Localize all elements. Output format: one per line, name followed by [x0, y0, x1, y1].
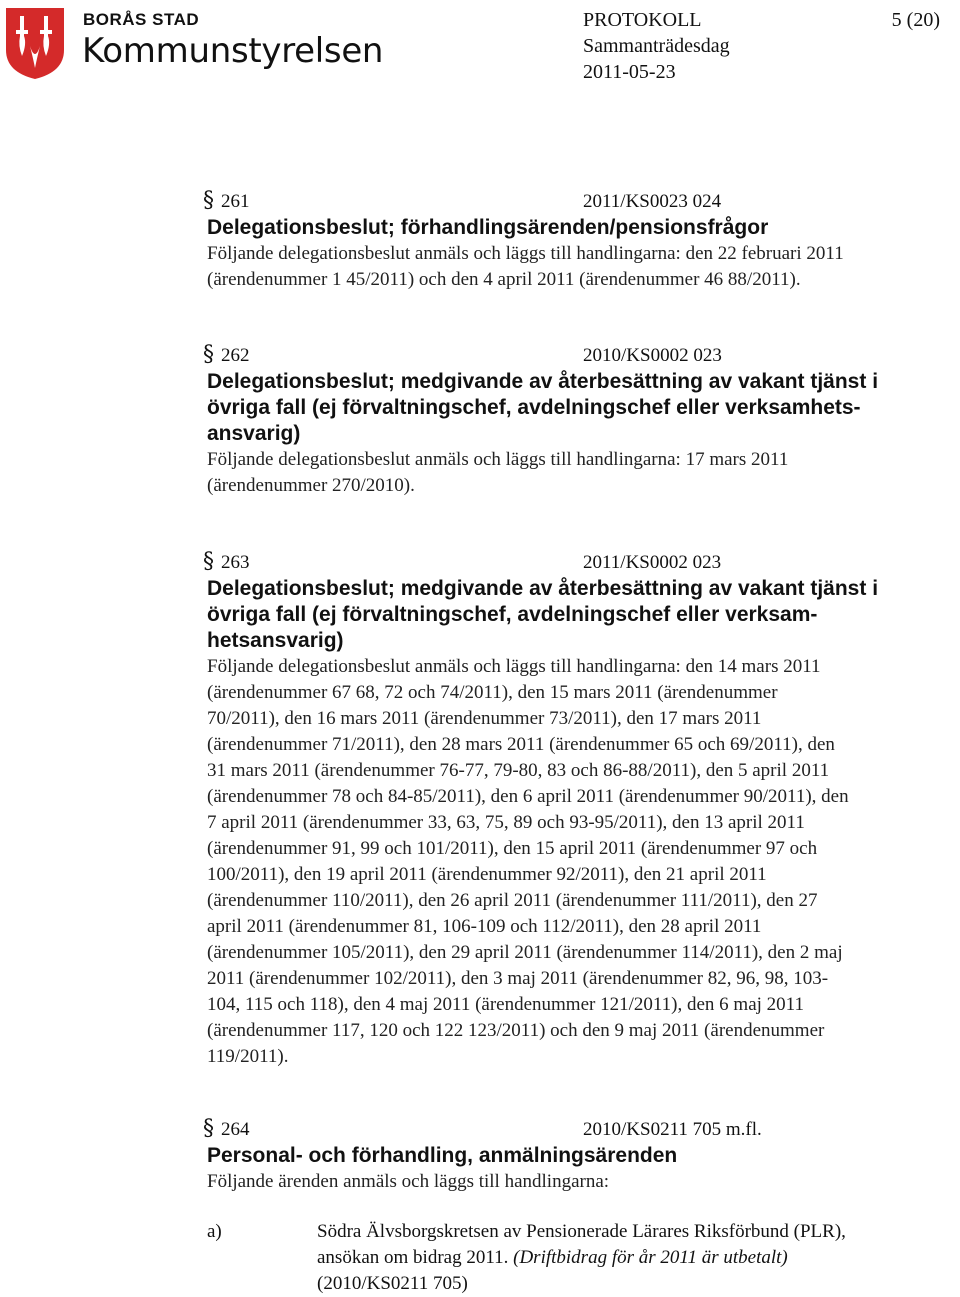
- title-line: Delegationsbeslut; medgivande av återbesättning av vakant tjänst i: [207, 370, 879, 393]
- section-264: [203, 1116, 959, 1195]
- section-body: [207, 447, 959, 499]
- kommunstyrelsen-logo: [4, 4, 384, 80]
- section-title: [207, 215, 959, 241]
- list-line-text: ansökan om bidrag 2011.: [317, 1247, 514, 1268]
- body-line: april 2011 (ärendenummer 81, 106-109 och 112/2011), den 28 april 2011: [207, 916, 762, 937]
- section-261: [203, 188, 959, 293]
- body-line: 70/2011), den 16 mars 2011 (ärendenummer 73/2011), den 17 mars 2011: [207, 708, 762, 729]
- section-number: 264: [221, 1119, 250, 1140]
- body-line: (ärendenummer 1 45/2011) och den 4 april 2011 (ärendenummer 46 88/2011).: [207, 269, 801, 290]
- paragraph-mark: §: [203, 1116, 214, 1141]
- section-title: [207, 369, 959, 447]
- body-line: 100/2011), den 19 april 2011 (ärendenummer 92/2011), den 21 april 2011: [207, 864, 767, 885]
- paragraph-mark: §: [203, 549, 214, 574]
- paragraph-mark: §: [203, 188, 214, 213]
- body-line: 119/2011).: [207, 1046, 289, 1067]
- body-line: 31 mars 2011 (ärendenummer 76-77, 79-80, 83 och 86-88/2011), den 5 april 2011: [207, 760, 830, 781]
- body-line: Följande delegationsbeslut anmäls och läggs till handlingarna: den 22 februari 2011: [207, 243, 844, 264]
- title-line: Delegationsbeslut; förhandlingsärenden/pensionsfrågor: [207, 216, 769, 239]
- title-line: Personal- och förhandling, anmälningsärenden: [207, 1144, 678, 1167]
- body-line: Följande ärenden anmäls och läggs till handlingarna:: [207, 1171, 610, 1192]
- case-reference: 2011/KS0002 023: [583, 552, 722, 573]
- list-line: Södra Älvsborgskretsen av Pensionerade Lärares Riksförbund (PLR),: [317, 1221, 846, 1242]
- case-reference: 2011/KS0023 024: [583, 191, 722, 212]
- title-line: övriga fall (ej förvaltningschef, avdelningschef eller verksamhets-: [207, 396, 861, 419]
- meeting-label: Sammanträdesdag: [583, 35, 730, 57]
- title-line: Delegationsbeslut; medgivande av återbesättning av vakant tjänst i: [207, 577, 879, 600]
- organization-name: Kommunstyrelsen: [82, 31, 384, 71]
- section-header: [203, 1116, 959, 1143]
- section-262: [203, 342, 959, 499]
- section-body: [207, 1169, 959, 1195]
- body-line: Följande delegationsbeslut anmäls och läggs till handlingarna: den 14 mars 2011: [207, 656, 821, 677]
- section-header: [203, 342, 959, 369]
- section-body: [207, 654, 959, 1070]
- body-line: (ärendenummer 78 och 84-85/2011), den 6 april 2011 (ärendenummer 90/2011), den: [207, 786, 849, 807]
- list-line: (2010/KS0211 705): [317, 1273, 468, 1294]
- section-body: [207, 241, 959, 293]
- body-line: 7 april 2011 (ärendenummer 33, 63, 75, 89 och 93-95/2011), den 13 april 2011: [207, 812, 805, 833]
- case-reference: 2010/KS0211 705 m.fl.: [583, 1119, 762, 1140]
- section-number: 261: [221, 191, 250, 212]
- body-line: (ärendenummer 67 68, 72 och 74/2011), den 15 mars 2011 (ärendenummer: [207, 682, 778, 703]
- case-reference: 2010/KS0002 023: [583, 345, 722, 366]
- page-number: 5 (20): [891, 9, 940, 31]
- body-line: (ärendenummer 270/2010).: [207, 475, 415, 496]
- body-line: (ärendenummer 91, 99 och 101/2011), den 15 april 2011 (ärendenummer 97 och: [207, 838, 818, 859]
- paragraph-mark: §: [203, 342, 214, 367]
- section-263: [203, 549, 959, 1070]
- body-line: 2011 (ärendenummer 102/2011), den 3 maj 2011 (ärendenummer 82, 96, 98, 103-: [207, 968, 829, 989]
- body-line: (ärendenummer 71/2011), den 28 mars 2011 (ärendenummer 65 och 69/2011), den: [207, 734, 835, 755]
- list-item-label: a): [207, 1221, 222, 1242]
- city-name: BORÅS STAD: [83, 10, 200, 29]
- list-line: [317, 1245, 957, 1271]
- body-line: (ärendenummer 105/2011), den 29 april 2011 (ärendenummer 114/2011), den 2 maj: [207, 942, 843, 963]
- list-item-body: [317, 1219, 957, 1297]
- boras-coat-of-arms-icon: [4, 6, 66, 80]
- body-line: (ärendenummer 110/2011), den 26 april 2011 (ärendenummer 111/2011), den 27: [207, 890, 818, 911]
- title-line: ansvarig): [207, 422, 301, 445]
- list-line-note: (Driftbidrag för år 2011 är utbetalt): [513, 1247, 788, 1268]
- section-header: [203, 549, 959, 576]
- section-number: 263: [221, 552, 250, 573]
- body-line: Följande delegationsbeslut anmäls och läggs till handlingarna: 17 mars 2011: [207, 449, 789, 470]
- section-number: 262: [221, 345, 250, 366]
- section-title: [207, 1143, 959, 1169]
- title-line: hetsansvarig): [207, 629, 344, 652]
- title-line: övriga fall (ej förvaltningschef, avdelningschef eller verksam-: [207, 603, 818, 626]
- body-line: (ärendenummer 117, 120 och 122 123/2011) och den 9 maj 2011 (ärendenummer: [207, 1020, 825, 1041]
- body-line: 104, 115 och 118), den 4 maj 2011 (ärendenummer 121/2011), den 6 maj 2011: [207, 994, 804, 1015]
- document-type: PROTOKOLL: [583, 9, 702, 31]
- meeting-date: 2011-05-23: [583, 61, 676, 83]
- section-title: [207, 576, 959, 654]
- section-header: [203, 188, 959, 215]
